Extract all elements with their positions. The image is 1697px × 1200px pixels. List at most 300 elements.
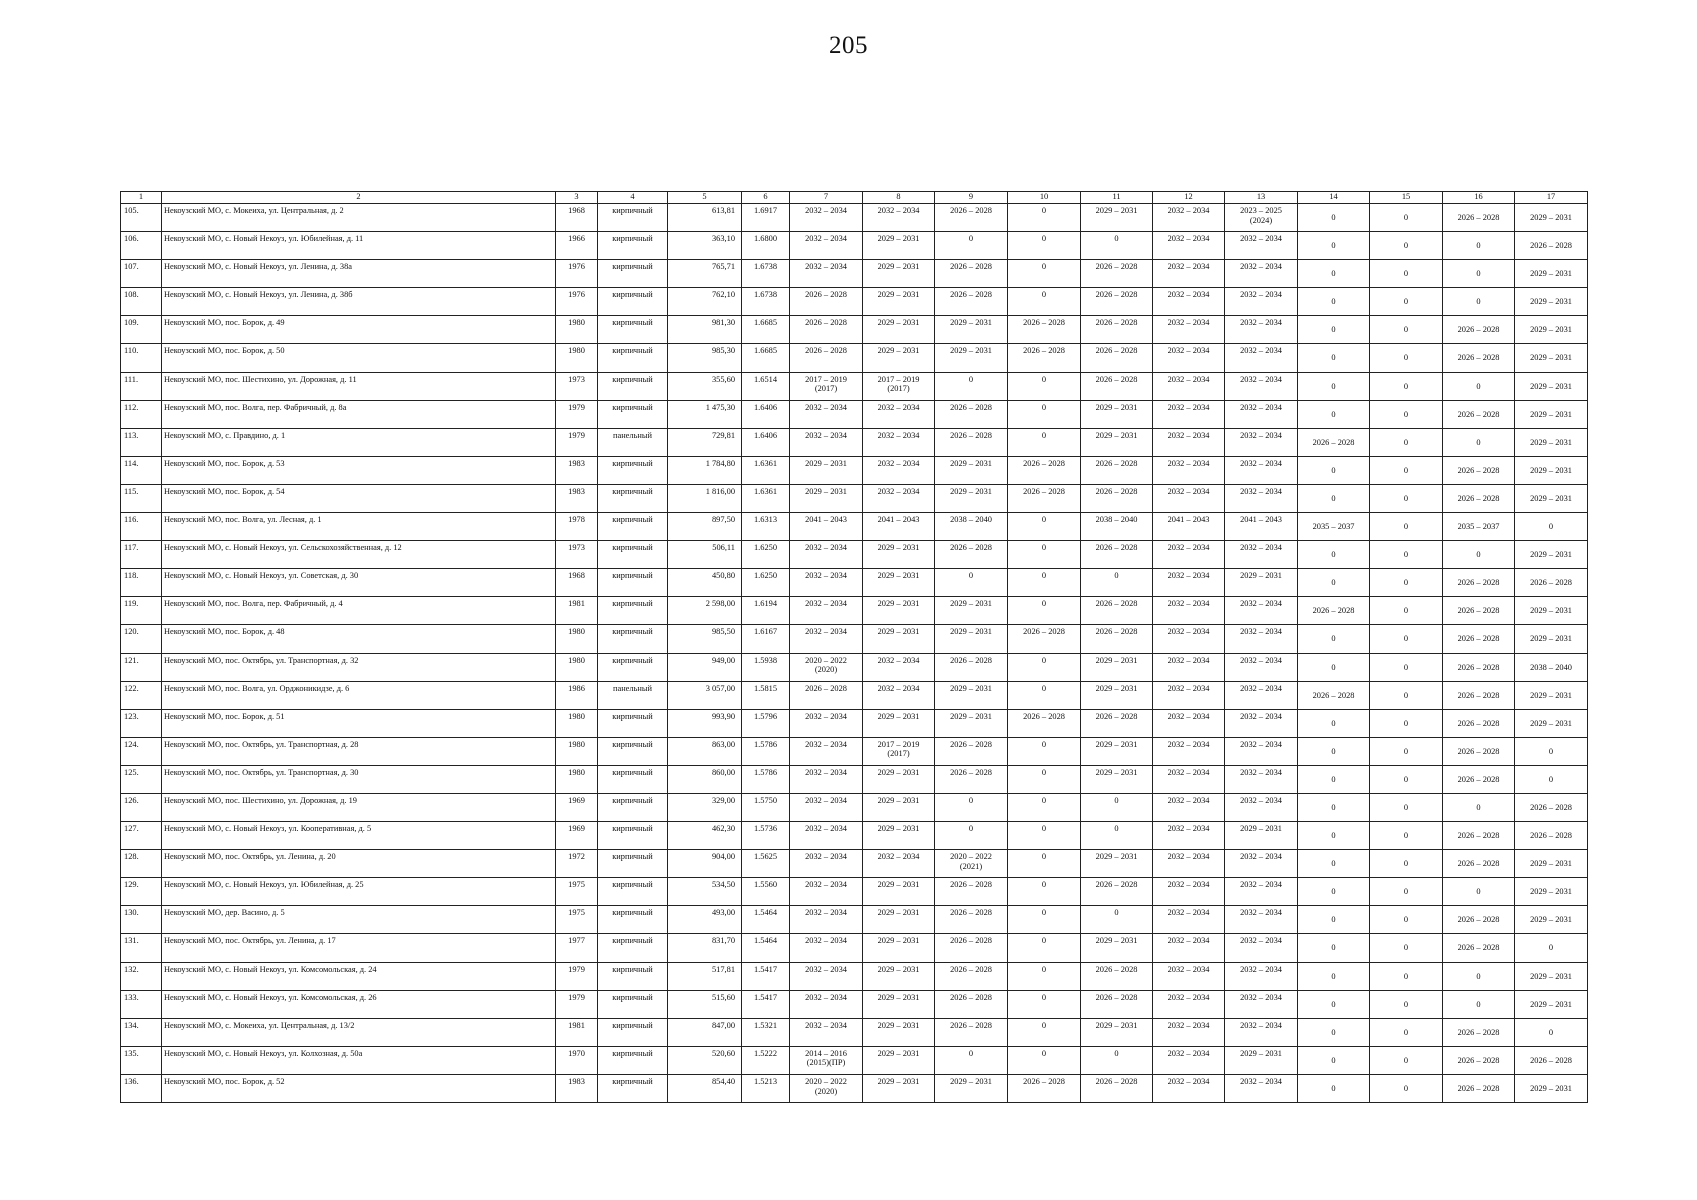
period-col-12-cell: 2032 – 2034 bbox=[1153, 260, 1225, 288]
wall-material-cell: кирпичный bbox=[598, 765, 668, 793]
page-number: 205 bbox=[829, 32, 868, 59]
priority-index-cell: 1.6313 bbox=[742, 513, 790, 541]
period-col-10-cell: 0 bbox=[1008, 962, 1081, 990]
total-area-cell: 1 816,00 bbox=[668, 484, 742, 512]
address-cell: Некоузский МО, пос. Октябрь, ул. Транспортная, д. 30 bbox=[162, 765, 556, 793]
row-number-cell: 126. bbox=[121, 793, 162, 821]
period-col-14-cell: 0 bbox=[1298, 822, 1370, 850]
period-col-11-cell: 2038 – 2040 bbox=[1081, 513, 1153, 541]
period-col-9-cell: 2026 – 2028 bbox=[935, 400, 1008, 428]
period-col-13-cell: 2032 – 2034 bbox=[1225, 990, 1298, 1018]
period-col-17-cell: 2029 – 2031 bbox=[1515, 962, 1588, 990]
table-row bbox=[121, 878, 1588, 906]
table-row bbox=[121, 709, 1588, 737]
table-row bbox=[121, 260, 1588, 288]
period-col-9-cell: 0 bbox=[935, 1046, 1008, 1074]
period-col-8-cell: 2029 – 2031 bbox=[863, 934, 935, 962]
period-col-16-cell: 0 bbox=[1443, 232, 1515, 260]
period-col-8-cell: 2029 – 2031 bbox=[863, 765, 935, 793]
period-col-14-cell: 2035 – 2037 bbox=[1298, 513, 1370, 541]
priority-index-cell: 1.6361 bbox=[742, 456, 790, 484]
column-header-6: 6 bbox=[742, 192, 790, 204]
period-col-17-cell: 0 bbox=[1515, 934, 1588, 962]
period-col-16-cell: 2026 – 2028 bbox=[1443, 850, 1515, 878]
period-col-11-cell: 2026 – 2028 bbox=[1081, 456, 1153, 484]
period-col-16-cell: 2026 – 2028 bbox=[1443, 934, 1515, 962]
period-col-16-cell: 0 bbox=[1443, 260, 1515, 288]
address-cell: Некоузский МО, пос. Борок, д. 51 bbox=[162, 709, 556, 737]
table-row bbox=[121, 1074, 1588, 1102]
address-cell: Некоузский МО, дер. Васино, д. 5 bbox=[162, 906, 556, 934]
row-number-cell: 123. bbox=[121, 709, 162, 737]
period-col-16-cell: 0 bbox=[1443, 541, 1515, 569]
period-col-15-cell: 0 bbox=[1370, 990, 1443, 1018]
period-col-15-cell: 0 bbox=[1370, 288, 1443, 316]
period-col-9-cell: 2029 – 2031 bbox=[935, 681, 1008, 709]
column-header-7: 7 bbox=[790, 192, 863, 204]
total-area-cell: 2 598,00 bbox=[668, 597, 742, 625]
year-built-cell: 1983 bbox=[556, 484, 598, 512]
table-row bbox=[121, 204, 1588, 232]
period-col-12-cell: 2032 – 2034 bbox=[1153, 288, 1225, 316]
period-col-10-cell: 0 bbox=[1008, 990, 1081, 1018]
total-area-cell: 981,30 bbox=[668, 316, 742, 344]
period-col-7-cell: 2032 – 2034 bbox=[790, 541, 863, 569]
table-row bbox=[121, 850, 1588, 878]
period-col-13-cell: 2032 – 2034 bbox=[1225, 428, 1298, 456]
period-col-11-cell: 0 bbox=[1081, 793, 1153, 821]
period-col-13-cell: 2032 – 2034 bbox=[1225, 288, 1298, 316]
period-col-11-cell: 0 bbox=[1081, 569, 1153, 597]
table-row bbox=[121, 1018, 1588, 1046]
period-col-13-cell: 2032 – 2034 bbox=[1225, 850, 1298, 878]
period-col-17-cell: 2029 – 2031 bbox=[1515, 681, 1588, 709]
column-header-17: 17 bbox=[1515, 192, 1588, 204]
period-col-8-cell: 2029 – 2031 bbox=[863, 1018, 935, 1046]
year-built-cell: 1966 bbox=[556, 232, 598, 260]
column-header-4: 4 bbox=[598, 192, 668, 204]
period-col-13-cell: 2032 – 2034 bbox=[1225, 962, 1298, 990]
period-col-15-cell: 0 bbox=[1370, 1074, 1443, 1102]
period-col-9-cell: 0 bbox=[935, 569, 1008, 597]
period-col-17-cell: 2029 – 2031 bbox=[1515, 850, 1588, 878]
year-built-cell: 1969 bbox=[556, 793, 598, 821]
table-row bbox=[121, 681, 1588, 709]
wall-material-cell: панельный bbox=[598, 428, 668, 456]
total-area-cell: 450,80 bbox=[668, 569, 742, 597]
period-col-10-cell: 0 bbox=[1008, 1018, 1081, 1046]
priority-index-cell: 1.5786 bbox=[742, 765, 790, 793]
period-col-9-cell: 2026 – 2028 bbox=[935, 1018, 1008, 1046]
row-number-cell: 133. bbox=[121, 990, 162, 1018]
period-col-14-cell: 0 bbox=[1298, 765, 1370, 793]
period-col-9-cell: 2026 – 2028 bbox=[935, 906, 1008, 934]
period-col-8-cell: 2029 – 2031 bbox=[863, 1046, 935, 1074]
period-col-7-cell: 2032 – 2034 bbox=[790, 625, 863, 653]
period-col-7-cell: 2017 – 2019 (2017) bbox=[790, 372, 863, 400]
period-col-10-cell: 0 bbox=[1008, 653, 1081, 681]
period-col-13-cell: 2032 – 2034 bbox=[1225, 737, 1298, 765]
period-col-16-cell: 2026 – 2028 bbox=[1443, 484, 1515, 512]
address-cell: Некоузский МО, пос. Волга, пер. Фабричный, д. 8а bbox=[162, 400, 556, 428]
period-col-16-cell: 2026 – 2028 bbox=[1443, 737, 1515, 765]
period-col-15-cell: 0 bbox=[1370, 400, 1443, 428]
period-col-9-cell: 2026 – 2028 bbox=[935, 962, 1008, 990]
period-col-7-cell: 2032 – 2034 bbox=[790, 962, 863, 990]
year-built-cell: 1979 bbox=[556, 428, 598, 456]
address-cell: Некоузский МО, пос. Борок, д. 50 bbox=[162, 344, 556, 372]
period-col-9-cell: 2026 – 2028 bbox=[935, 990, 1008, 1018]
priority-index-cell: 1.5560 bbox=[742, 878, 790, 906]
period-col-10-cell: 0 bbox=[1008, 260, 1081, 288]
address-cell: Некоузский МО, с. Новый Некоуз, ул. Юбилейная, д. 11 bbox=[162, 232, 556, 260]
year-built-cell: 1980 bbox=[556, 344, 598, 372]
wall-material-cell: кирпичный bbox=[598, 1074, 668, 1102]
period-col-9-cell: 2026 – 2028 bbox=[935, 765, 1008, 793]
period-col-16-cell: 0 bbox=[1443, 372, 1515, 400]
year-built-cell: 1981 bbox=[556, 1018, 598, 1046]
period-col-8-cell: 2029 – 2031 bbox=[863, 625, 935, 653]
period-col-16-cell: 2026 – 2028 bbox=[1443, 316, 1515, 344]
period-col-17-cell: 2029 – 2031 bbox=[1515, 484, 1588, 512]
period-col-10-cell: 0 bbox=[1008, 793, 1081, 821]
period-col-10-cell: 0 bbox=[1008, 906, 1081, 934]
period-col-12-cell: 2041 – 2043 bbox=[1153, 513, 1225, 541]
year-built-cell: 1979 bbox=[556, 990, 598, 1018]
period-col-11-cell: 2026 – 2028 bbox=[1081, 1074, 1153, 1102]
year-built-cell: 1983 bbox=[556, 456, 598, 484]
period-col-14-cell: 2026 – 2028 bbox=[1298, 681, 1370, 709]
period-col-15-cell: 0 bbox=[1370, 513, 1443, 541]
column-header-10: 10 bbox=[1008, 192, 1081, 204]
table-row bbox=[121, 513, 1588, 541]
row-number-cell: 115. bbox=[121, 484, 162, 512]
priority-index-cell: 1.5222 bbox=[742, 1046, 790, 1074]
period-col-14-cell: 0 bbox=[1298, 456, 1370, 484]
total-area-cell: 860,00 bbox=[668, 765, 742, 793]
period-col-7-cell: 2020 – 2022 (2020) bbox=[790, 1074, 863, 1102]
period-col-16-cell: 2026 – 2028 bbox=[1443, 400, 1515, 428]
row-number-cell: 112. bbox=[121, 400, 162, 428]
period-col-14-cell: 0 bbox=[1298, 962, 1370, 990]
period-col-9-cell: 2029 – 2031 bbox=[935, 316, 1008, 344]
row-number-cell: 132. bbox=[121, 962, 162, 990]
priority-index-cell: 1.5750 bbox=[742, 793, 790, 821]
priority-index-cell: 1.5321 bbox=[742, 1018, 790, 1046]
period-col-15-cell: 0 bbox=[1370, 428, 1443, 456]
period-col-7-cell: 2032 – 2034 bbox=[790, 737, 863, 765]
period-col-17-cell: 2029 – 2031 bbox=[1515, 204, 1588, 232]
row-number-cell: 106. bbox=[121, 232, 162, 260]
table-row bbox=[121, 344, 1588, 372]
period-col-14-cell: 0 bbox=[1298, 934, 1370, 962]
period-col-9-cell: 0 bbox=[935, 372, 1008, 400]
period-col-14-cell: 0 bbox=[1298, 793, 1370, 821]
wall-material-cell: кирпичный bbox=[598, 569, 668, 597]
wall-material-cell: кирпичный bbox=[598, 625, 668, 653]
period-col-8-cell: 2029 – 2031 bbox=[863, 316, 935, 344]
wall-material-cell: кирпичный bbox=[598, 344, 668, 372]
year-built-cell: 1980 bbox=[556, 625, 598, 653]
period-col-11-cell: 2026 – 2028 bbox=[1081, 625, 1153, 653]
period-col-12-cell: 2032 – 2034 bbox=[1153, 737, 1225, 765]
period-col-7-cell: 2020 – 2022 (2020) bbox=[790, 653, 863, 681]
period-col-7-cell: 2032 – 2034 bbox=[790, 906, 863, 934]
priority-index-cell: 1.6738 bbox=[742, 288, 790, 316]
period-col-10-cell: 2026 – 2028 bbox=[1008, 1074, 1081, 1102]
period-col-10-cell: 0 bbox=[1008, 569, 1081, 597]
period-col-11-cell: 0 bbox=[1081, 232, 1153, 260]
period-col-16-cell: 2026 – 2028 bbox=[1443, 906, 1515, 934]
period-col-10-cell: 0 bbox=[1008, 597, 1081, 625]
wall-material-cell: кирпичный bbox=[598, 850, 668, 878]
address-cell: Некоузский МО, с. Новый Некоуз, ул. Комсомольская, д. 26 bbox=[162, 990, 556, 1018]
period-col-10-cell: 2026 – 2028 bbox=[1008, 709, 1081, 737]
priority-index-cell: 1.5938 bbox=[742, 653, 790, 681]
period-col-12-cell: 2032 – 2034 bbox=[1153, 709, 1225, 737]
period-col-8-cell: 2029 – 2031 bbox=[863, 822, 935, 850]
column-header-1: 1 bbox=[121, 192, 162, 204]
wall-material-cell: кирпичный bbox=[598, 456, 668, 484]
period-col-14-cell: 0 bbox=[1298, 1046, 1370, 1074]
period-col-17-cell: 2026 – 2028 bbox=[1515, 569, 1588, 597]
period-col-12-cell: 2032 – 2034 bbox=[1153, 232, 1225, 260]
period-col-17-cell: 2029 – 2031 bbox=[1515, 878, 1588, 906]
period-col-15-cell: 0 bbox=[1370, 456, 1443, 484]
period-col-14-cell: 0 bbox=[1298, 541, 1370, 569]
period-col-15-cell: 0 bbox=[1370, 709, 1443, 737]
priority-index-cell: 1.6250 bbox=[742, 569, 790, 597]
priority-index-cell: 1.5417 bbox=[742, 962, 790, 990]
period-col-10-cell: 0 bbox=[1008, 1046, 1081, 1074]
address-cell: Некоузский МО, с. Новый Некоуз, ул. Советская, д. 30 bbox=[162, 569, 556, 597]
period-col-17-cell: 2026 – 2028 bbox=[1515, 793, 1588, 821]
period-col-9-cell: 2026 – 2028 bbox=[935, 260, 1008, 288]
period-col-17-cell: 2038 – 2040 bbox=[1515, 653, 1588, 681]
year-built-cell: 1980 bbox=[556, 653, 598, 681]
column-header-5: 5 bbox=[668, 192, 742, 204]
period-col-13-cell: 2032 – 2034 bbox=[1225, 1074, 1298, 1102]
table-row bbox=[121, 316, 1588, 344]
period-col-8-cell: 2029 – 2031 bbox=[863, 962, 935, 990]
row-number-cell: 107. bbox=[121, 260, 162, 288]
period-col-15-cell: 0 bbox=[1370, 484, 1443, 512]
table-row bbox=[121, 653, 1588, 681]
period-col-17-cell: 2029 – 2031 bbox=[1515, 906, 1588, 934]
period-col-12-cell: 2032 – 2034 bbox=[1153, 822, 1225, 850]
priority-index-cell: 1.6738 bbox=[742, 260, 790, 288]
period-col-16-cell: 2026 – 2028 bbox=[1443, 653, 1515, 681]
period-col-8-cell: 2029 – 2031 bbox=[863, 569, 935, 597]
period-col-15-cell: 0 bbox=[1370, 204, 1443, 232]
period-col-13-cell: 2032 – 2034 bbox=[1225, 484, 1298, 512]
period-col-17-cell: 2026 – 2028 bbox=[1515, 232, 1588, 260]
period-col-17-cell: 2029 – 2031 bbox=[1515, 260, 1588, 288]
period-col-17-cell: 2029 – 2031 bbox=[1515, 344, 1588, 372]
row-number-cell: 113. bbox=[121, 428, 162, 456]
period-col-13-cell: 2032 – 2034 bbox=[1225, 372, 1298, 400]
period-col-8-cell: 2032 – 2034 bbox=[863, 653, 935, 681]
period-col-16-cell: 2026 – 2028 bbox=[1443, 1074, 1515, 1102]
row-number-cell: 130. bbox=[121, 906, 162, 934]
period-col-12-cell: 2032 – 2034 bbox=[1153, 1074, 1225, 1102]
year-built-cell: 1981 bbox=[556, 597, 598, 625]
total-area-cell: 854,40 bbox=[668, 1074, 742, 1102]
period-col-8-cell: 2029 – 2031 bbox=[863, 793, 935, 821]
year-built-cell: 1968 bbox=[556, 569, 598, 597]
priority-index-cell: 1.5417 bbox=[742, 990, 790, 1018]
address-cell: Некоузский МО, пос. Шестихино, ул. Дорожная, д. 19 bbox=[162, 793, 556, 821]
period-col-7-cell: 2026 – 2028 bbox=[790, 344, 863, 372]
period-col-13-cell: 2032 – 2034 bbox=[1225, 541, 1298, 569]
period-col-8-cell: 2029 – 2031 bbox=[863, 288, 935, 316]
period-col-9-cell: 2029 – 2031 bbox=[935, 484, 1008, 512]
row-number-cell: 128. bbox=[121, 850, 162, 878]
wall-material-cell: кирпичный bbox=[598, 484, 668, 512]
priority-index-cell: 1.5213 bbox=[742, 1074, 790, 1102]
period-col-13-cell: 2032 – 2034 bbox=[1225, 765, 1298, 793]
priority-index-cell: 1.6194 bbox=[742, 597, 790, 625]
priority-index-cell: 1.5464 bbox=[742, 906, 790, 934]
period-col-7-cell: 2032 – 2034 bbox=[790, 232, 863, 260]
period-col-11-cell: 2026 – 2028 bbox=[1081, 316, 1153, 344]
period-col-14-cell: 0 bbox=[1298, 484, 1370, 512]
address-cell: Некоузский МО, пос. Октябрь, ул. Транспортная, д. 28 bbox=[162, 737, 556, 765]
period-col-11-cell: 0 bbox=[1081, 1046, 1153, 1074]
period-col-9-cell: 0 bbox=[935, 793, 1008, 821]
period-col-7-cell: 2032 – 2034 bbox=[790, 204, 863, 232]
period-col-10-cell: 2026 – 2028 bbox=[1008, 484, 1081, 512]
total-area-cell: 517,81 bbox=[668, 962, 742, 990]
wall-material-cell: панельный bbox=[598, 681, 668, 709]
period-col-13-cell: 2032 – 2034 bbox=[1225, 793, 1298, 821]
total-area-cell: 613,81 bbox=[668, 204, 742, 232]
period-col-17-cell: 2029 – 2031 bbox=[1515, 316, 1588, 344]
period-col-14-cell: 0 bbox=[1298, 850, 1370, 878]
period-col-14-cell: 0 bbox=[1298, 906, 1370, 934]
address-cell: Некоузский МО, с. Мокеиха, ул. Центральная, д. 13/2 bbox=[162, 1018, 556, 1046]
period-col-15-cell: 0 bbox=[1370, 372, 1443, 400]
year-built-cell: 1978 bbox=[556, 513, 598, 541]
period-col-11-cell: 2026 – 2028 bbox=[1081, 962, 1153, 990]
row-number-cell: 135. bbox=[121, 1046, 162, 1074]
period-col-12-cell: 2032 – 2034 bbox=[1153, 962, 1225, 990]
total-area-cell: 904,00 bbox=[668, 850, 742, 878]
period-col-8-cell: 2032 – 2034 bbox=[863, 484, 935, 512]
period-col-9-cell: 2026 – 2028 bbox=[935, 737, 1008, 765]
table-row bbox=[121, 288, 1588, 316]
period-col-16-cell: 2026 – 2028 bbox=[1443, 569, 1515, 597]
priority-index-cell: 1.6406 bbox=[742, 428, 790, 456]
column-header-2: 2 bbox=[162, 192, 556, 204]
period-col-15-cell: 0 bbox=[1370, 260, 1443, 288]
year-built-cell: 1979 bbox=[556, 400, 598, 428]
period-col-7-cell: 2041 – 2043 bbox=[790, 513, 863, 541]
year-built-cell: 1977 bbox=[556, 934, 598, 962]
year-built-cell: 1973 bbox=[556, 372, 598, 400]
wall-material-cell: кирпичный bbox=[598, 513, 668, 541]
period-col-16-cell: 2026 – 2028 bbox=[1443, 597, 1515, 625]
housing-repair-schedule-table bbox=[120, 191, 1588, 1103]
period-col-7-cell: 2032 – 2034 bbox=[790, 878, 863, 906]
wall-material-cell: кирпичный bbox=[598, 793, 668, 821]
period-col-8-cell: 2032 – 2034 bbox=[863, 850, 935, 878]
period-col-12-cell: 2032 – 2034 bbox=[1153, 934, 1225, 962]
period-col-10-cell: 0 bbox=[1008, 934, 1081, 962]
wall-material-cell: кирпичный bbox=[598, 1018, 668, 1046]
column-header-15: 15 bbox=[1370, 192, 1443, 204]
wall-material-cell: кирпичный bbox=[598, 204, 668, 232]
period-col-7-cell: 2032 – 2034 bbox=[790, 850, 863, 878]
period-col-14-cell: 2026 – 2028 bbox=[1298, 597, 1370, 625]
column-header-13: 13 bbox=[1225, 192, 1298, 204]
period-col-13-cell: 2032 – 2034 bbox=[1225, 400, 1298, 428]
total-area-cell: 863,00 bbox=[668, 737, 742, 765]
year-built-cell: 1976 bbox=[556, 260, 598, 288]
period-col-9-cell: 2029 – 2031 bbox=[935, 456, 1008, 484]
total-area-cell: 985,30 bbox=[668, 344, 742, 372]
table-row bbox=[121, 232, 1588, 260]
period-col-12-cell: 2032 – 2034 bbox=[1153, 372, 1225, 400]
row-number-cell: 105. bbox=[121, 204, 162, 232]
total-area-cell: 993,90 bbox=[668, 709, 742, 737]
wall-material-cell: кирпичный bbox=[598, 934, 668, 962]
period-col-16-cell: 0 bbox=[1443, 878, 1515, 906]
wall-material-cell: кирпичный bbox=[598, 653, 668, 681]
period-col-15-cell: 0 bbox=[1370, 737, 1443, 765]
row-number-cell: 134. bbox=[121, 1018, 162, 1046]
total-area-cell: 534,50 bbox=[668, 878, 742, 906]
year-built-cell: 1972 bbox=[556, 850, 598, 878]
wall-material-cell: кирпичный bbox=[598, 990, 668, 1018]
period-col-8-cell: 2017 – 2019 (2017) bbox=[863, 372, 935, 400]
period-col-10-cell: 0 bbox=[1008, 541, 1081, 569]
period-col-17-cell: 2029 – 2031 bbox=[1515, 428, 1588, 456]
period-col-10-cell: 0 bbox=[1008, 400, 1081, 428]
period-col-14-cell: 0 bbox=[1298, 204, 1370, 232]
year-built-cell: 1980 bbox=[556, 316, 598, 344]
period-col-7-cell: 2032 – 2034 bbox=[790, 1018, 863, 1046]
period-col-11-cell: 2026 – 2028 bbox=[1081, 990, 1153, 1018]
period-col-13-cell: 2032 – 2034 bbox=[1225, 878, 1298, 906]
period-col-14-cell: 0 bbox=[1298, 344, 1370, 372]
wall-material-cell: кирпичный bbox=[598, 822, 668, 850]
column-header-9: 9 bbox=[935, 192, 1008, 204]
period-col-17-cell: 2029 – 2031 bbox=[1515, 541, 1588, 569]
row-number-cell: 120. bbox=[121, 625, 162, 653]
year-built-cell: 1975 bbox=[556, 906, 598, 934]
period-col-13-cell: 2032 – 2034 bbox=[1225, 681, 1298, 709]
period-col-13-cell: 2032 – 2034 bbox=[1225, 709, 1298, 737]
period-col-13-cell: 2032 – 2034 bbox=[1225, 597, 1298, 625]
total-area-cell: 329,00 bbox=[668, 793, 742, 821]
total-area-cell: 3 057,00 bbox=[668, 681, 742, 709]
address-cell: Некоузский МО, с. Новый Некоуз, ул. Ленина, д. 38а bbox=[162, 260, 556, 288]
period-col-14-cell: 0 bbox=[1298, 709, 1370, 737]
period-col-12-cell: 2032 – 2034 bbox=[1153, 316, 1225, 344]
table-row bbox=[121, 990, 1588, 1018]
period-col-15-cell: 0 bbox=[1370, 344, 1443, 372]
period-col-8-cell: 2032 – 2034 bbox=[863, 204, 935, 232]
total-area-cell: 506,11 bbox=[668, 541, 742, 569]
period-col-10-cell: 0 bbox=[1008, 878, 1081, 906]
year-built-cell: 1986 bbox=[556, 681, 598, 709]
period-col-16-cell: 2026 – 2028 bbox=[1443, 204, 1515, 232]
table-row bbox=[121, 428, 1588, 456]
total-area-cell: 847,00 bbox=[668, 1018, 742, 1046]
period-col-15-cell: 0 bbox=[1370, 765, 1443, 793]
row-number-cell: 111. bbox=[121, 372, 162, 400]
